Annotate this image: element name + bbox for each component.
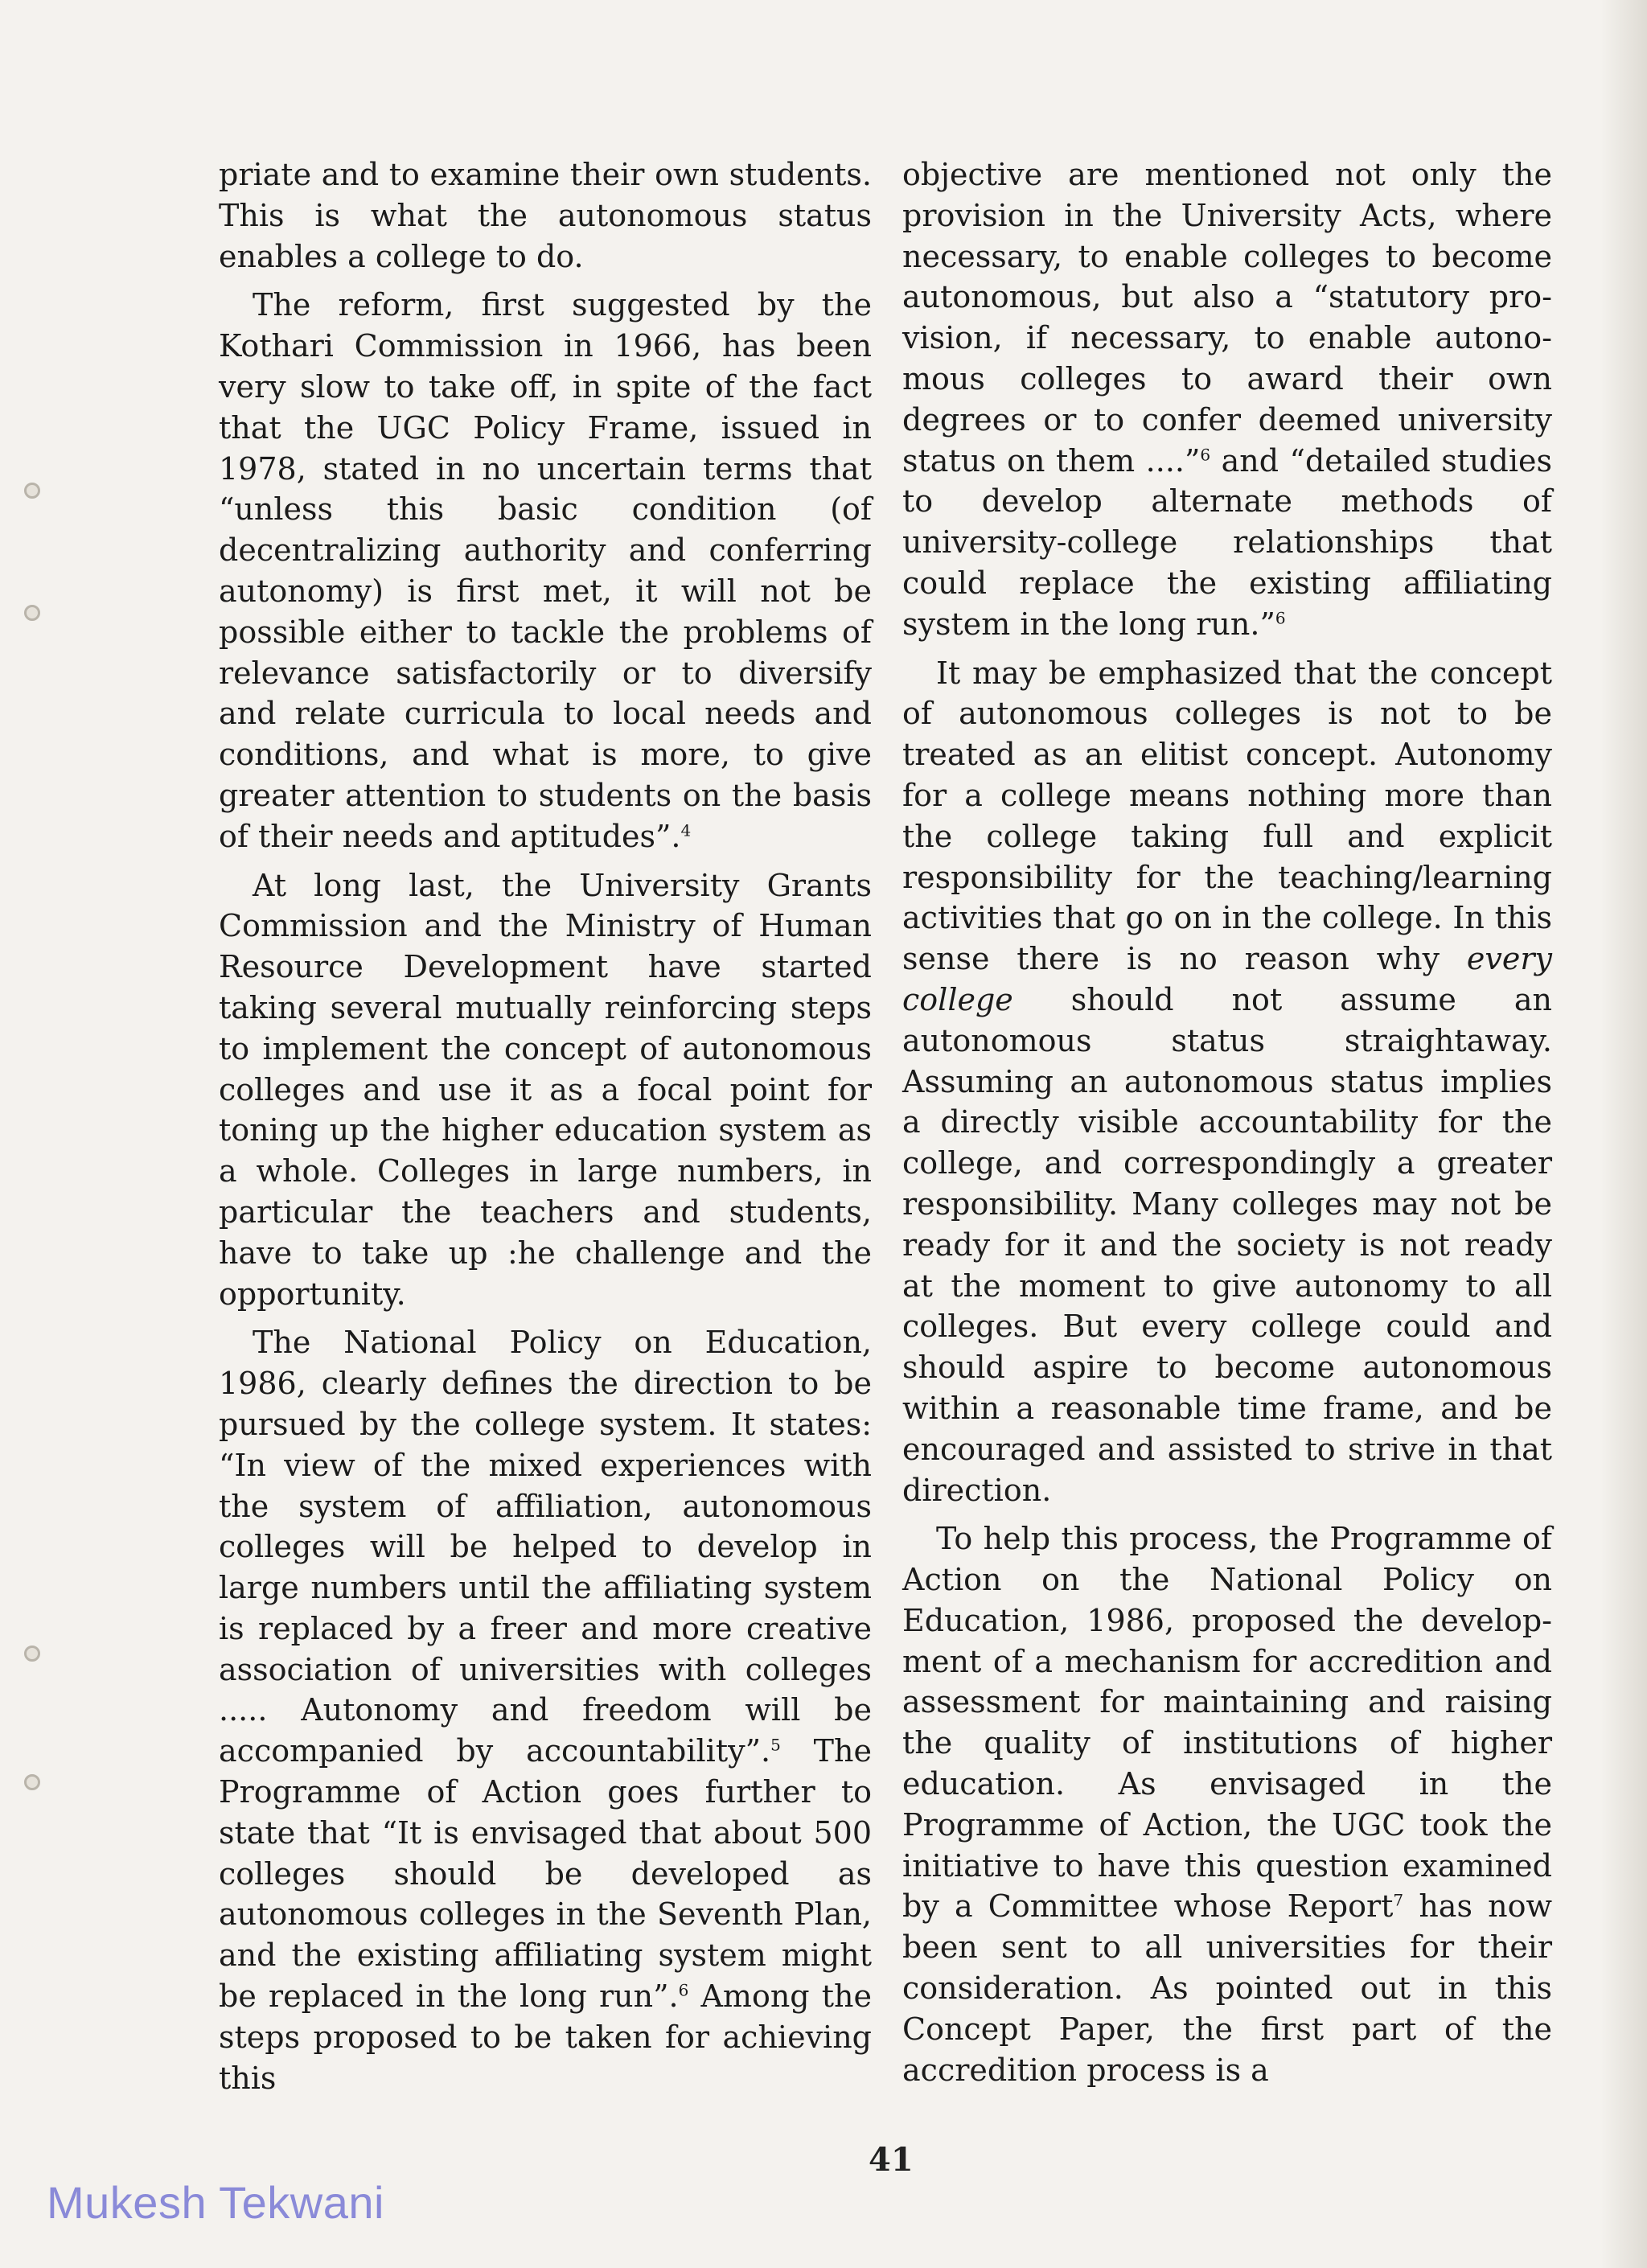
- paragraph-text: and “detailed studies to develop alternate methods of university-college relationships that could replace the existing affiliating system in the long run.”: [902, 442, 1552, 642]
- footnote-ref: 7: [1393, 1890, 1404, 1910]
- left-column: [219, 154, 872, 2106]
- page-number: 41: [869, 2141, 914, 2179]
- paragraph-text: The National Policy on Education, 1986, clearly defines the direction to be pursued by the college system. It states: “In view of the mixed experiences with the system of affiliation, autonomous colleges will be helped to develop in large numbers until the affiliating system is replaced by a freer and more creative association of universities with colleges ..... Autonomy and freedom will be accompanied by accountability”.: [219, 1325, 872, 1769]
- paragraph-text: Among the steps proposed to be taken for achieving this: [219, 1978, 872, 2096]
- paragraph-text: objective are mentioned not only the provision in the University Acts, where necessary, to enable colleges to become autonomous, but also a “statutory provision, if necessary, to enable autonomous colleges to award their own degrees or to confer deemed university status on them ....”: [902, 157, 1552, 479]
- paragraph-text: The Programme of Action goes further to state that “It is envisaged that about 500 colleges should be developed as autonomous colleges in the Seventh Plan, and the existing affiliating system might be replaced in the long run”.: [219, 1733, 872, 2015]
- footnote-ref: 4: [680, 820, 692, 840]
- paragraph: [902, 154, 1552, 645]
- paragraph-text: has now been sent to all universities for their consideration. As pointed out in this Concept Paper, the first part of the accredition process is a: [902, 1888, 1552, 2088]
- paragraph-text: To help this process, the Programme of Action on the National Policy on Education, 1986, proposed the development of a mechanism for accredition and assessment for maintaining and raising the quality of institutions of higher education. As envisaged in the Programme of Action, the UGC took the initiative to have this question examined by a Committee whose Report: [902, 1521, 1552, 1925]
- footnote-ref: 6: [678, 1980, 689, 2000]
- footnote-ref: 6: [1200, 444, 1211, 464]
- emphasis-text: every college: [902, 941, 1552, 1017]
- paragraph: [219, 865, 872, 1315]
- paragraph: [219, 285, 872, 857]
- paragraph-text: At long last, the University Grants Commission and the Ministry of Human Resource Development have started taking several mutually reinforcing steps to implement the concept of autonomous colleges and use it as a focal point for toning up the higher education system as a whole. Colleges in large numbers, in particular the teachers and students, have to take up :he challenge and the opportunity.: [219, 867, 872, 1312]
- binding-hole-mark: [24, 1774, 40, 1790]
- paragraph-text: It may be emphasized that the concept of autonomous colleges is not to be treated as an elitist concept. Autonomy for a college means nothing more than the college taking full and explicit responsibility for the teaching/learning activities that go on in the college. In this sense there is no reason why: [902, 655, 1552, 977]
- paragraph: [902, 653, 1552, 1511]
- page-edge-shade: [1600, 0, 1647, 2268]
- footnote-ref: 6: [1275, 608, 1286, 628]
- right-column: [902, 154, 1552, 2098]
- paragraph: [902, 1518, 1552, 2090]
- paragraph: [219, 154, 872, 277]
- binding-hole-mark: [24, 605, 40, 621]
- binding-hole-mark: [24, 483, 40, 499]
- paragraph-text: should not assume an autonomous status straightaway. Assuming an autonomous status implies a directly visible accountability for the college, and correspondingly a greater responsibility. Many colleges may not be ready for it and the society is not ready at the moment to give autonomy to all colleges. But every college could and should aspire to become autonomous within a reasonable time frame, and be encouraged and assisted to strive in that direction.: [902, 981, 1552, 1508]
- paragraph-text: priate and to examine their own students. This is what the autonomous status enables a college to do.: [219, 157, 872, 274]
- paragraph-text: The reform, first suggested by the Kothari Commission in 1966, has been very slow to take off, in spite of the fact that the UGC Policy Frame, issued in 1978, stated in no uncertain terms that “unless this basic condition (of decentralizing authority and conferring autonomy) is first met, it will not be possible either to tackle the problems of relevance satisfactorily or to diversify and relate curricula to local needs and conditions, and what is more, to give greater attention to students on the basis of their needs and aptitudes”.: [219, 287, 872, 854]
- paragraph: [219, 1322, 872, 2098]
- binding-hole-mark: [24, 1646, 40, 1662]
- footnote-ref: 5: [770, 1735, 781, 1755]
- watermark-text: Mukesh Tekwani: [47, 2177, 384, 2228]
